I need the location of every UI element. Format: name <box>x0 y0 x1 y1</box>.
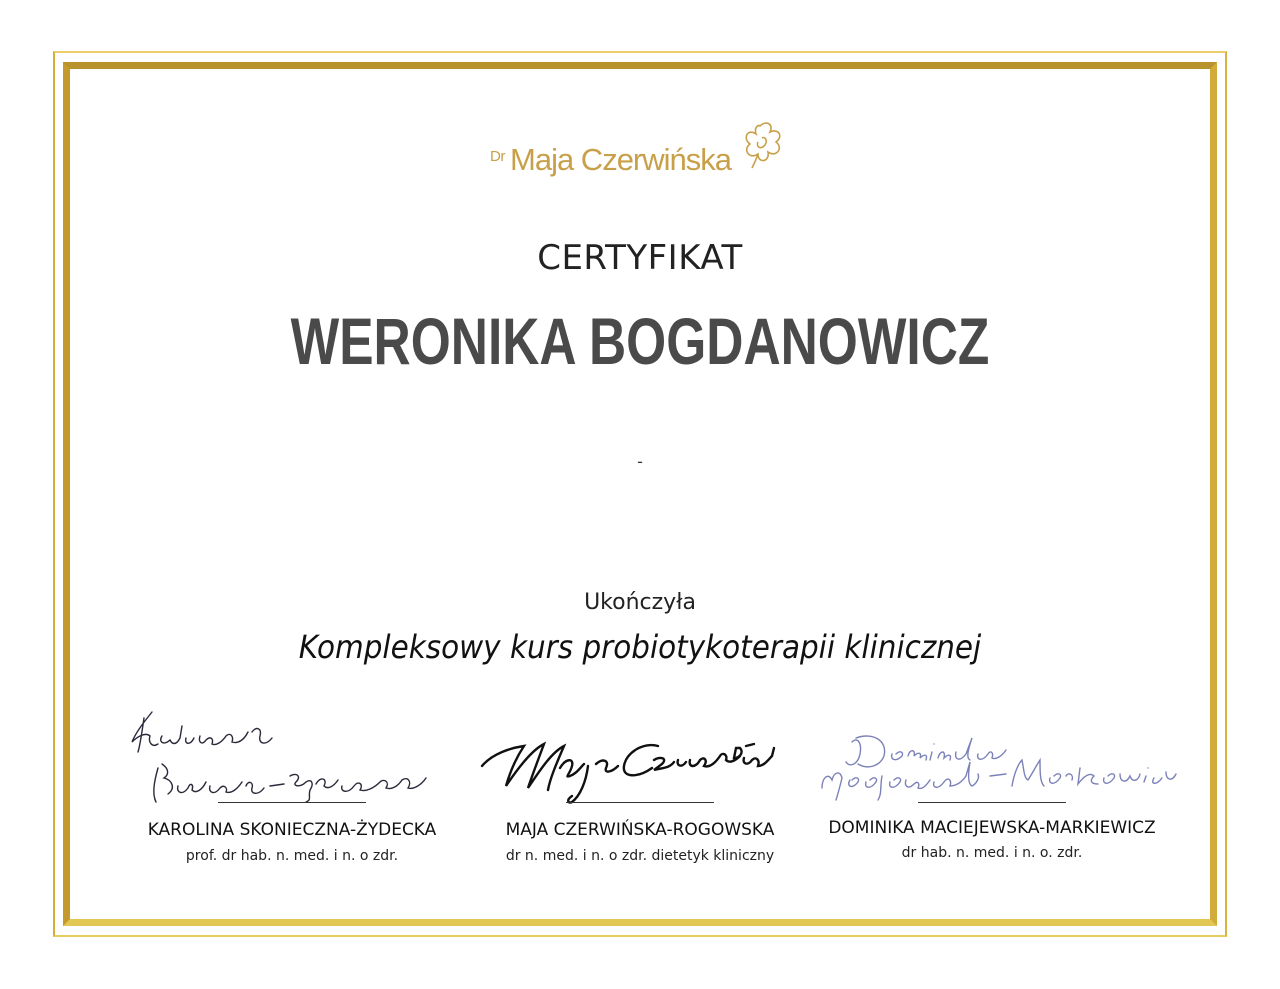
signature-dominika <box>792 702 1192 822</box>
signatory-title: dr hab. n. med. i n. o. zdr. <box>901 845 1083 861</box>
signature-line <box>218 802 366 803</box>
certificate-title: CERTYFIKAT <box>537 238 743 278</box>
signature-line <box>918 802 1066 803</box>
brand-logo <box>490 120 790 180</box>
signature-karolina <box>92 702 492 822</box>
signatory-name: DOMINIKA MACIEJEWSKA-MARKIEWICZ <box>828 818 1156 838</box>
logo-prefix: Dr <box>490 148 505 165</box>
signatory-title: dr n. med. i n. o zdr. dietetyk kliniczny <box>505 848 775 864</box>
clover-heart-icon <box>740 120 786 170</box>
completed-label: Ukończyła <box>584 590 696 615</box>
signature-maja <box>440 702 840 822</box>
recipient-name: WERONIKA BOGDANOWICZ <box>290 304 990 378</box>
signatory-title: prof. dr hab. n. med. i n. o zdr. <box>185 848 399 864</box>
separator-dash: - <box>637 452 643 471</box>
course-name: Kompleksowy kurs probiotykoterapii klinicznej <box>298 628 982 666</box>
signatory-name: MAJA CZERWIŃSKA-ROGOWSKA <box>505 820 775 840</box>
signature-line <box>566 802 714 803</box>
logo-name: Maja Czerwińska <box>510 142 732 177</box>
signatory-name: KAROLINA SKONIECZNA-ŻYDECKA <box>147 820 437 840</box>
